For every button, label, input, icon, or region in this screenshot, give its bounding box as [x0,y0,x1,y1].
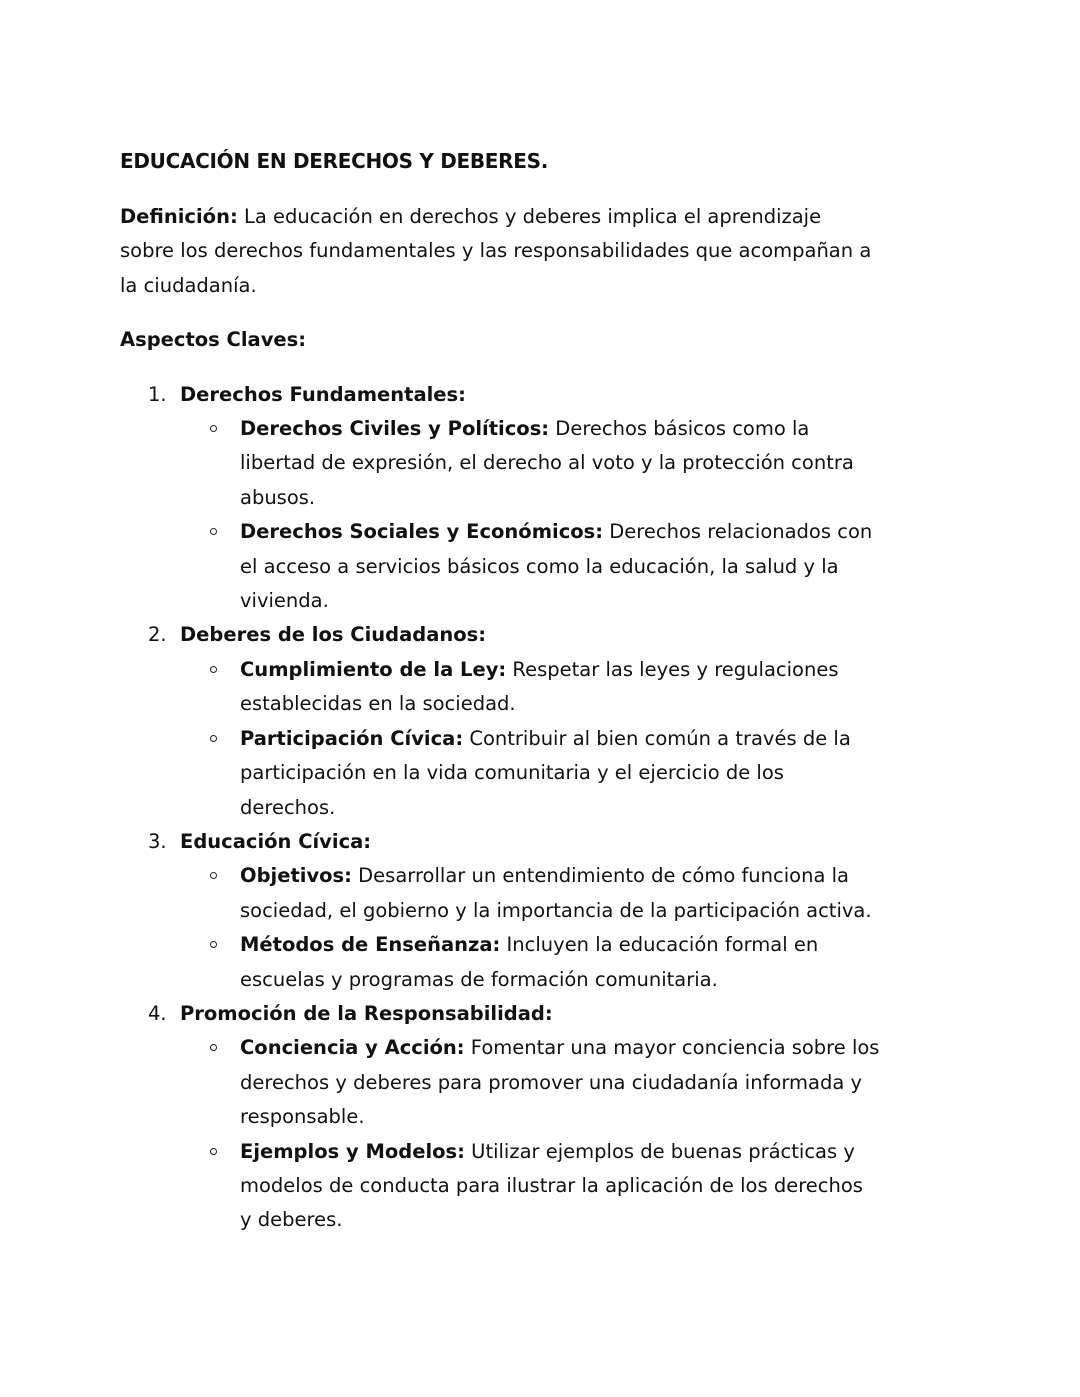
subitem [180,722,880,825]
subitem [180,1031,880,1134]
section-number: 4. [148,1001,167,1025]
subitem [180,515,880,618]
subitem-text: Respetar las leyes y regulaciones establecidas en la sociedad. [240,657,839,716]
document-page [120,146,880,1238]
section-item [120,618,880,824]
definition-label: Definición: [120,205,238,228]
section-item [120,825,880,997]
aspects-list [120,378,880,1238]
section-number: 2. [148,623,167,647]
subitem-text: Contribuir al bien común a través de la participación en la vida comunitaria y el ejercicio de los derechos. [240,726,851,819]
subitem-text: Derechos relacionados con el acceso a servicios básicos como la educación, la salud y la vivienda. [240,520,873,613]
subitem-text: Derechos básicos como la libertad de expresión, el derecho al voto y la protección contra abusos. [240,417,854,509]
hollow-bullet-icon [210,425,217,432]
subitem-list [180,859,880,997]
subitem [180,653,880,722]
section-label: Derechos Fundamentales: [180,382,466,406]
section-number: 1. [148,382,167,406]
subitem-text: Fomentar una mayor conciencia sobre los derechos y deberes para promover una ciudadanía informada y responsable. [240,1036,880,1129]
hollow-bullet-icon [210,941,217,948]
subitem-label: Derechos Sociales y Económicos: [240,520,604,544]
subitem-text: Incluyen la educación formal en escuelas y programas de formación comunitaria. [240,933,819,991]
subitem-text: Utilizar ejemplos de buenas prácticas y modelos de conducta para ilustrar la aplicación de los derechos y deberes. [240,1139,863,1232]
subitem-label: Cumplimiento de la Ley: [240,657,507,681]
subitem-list [180,1031,880,1237]
subitem-label: Ejemplos y Modelos: [240,1139,465,1163]
hollow-bullet-icon [210,1148,217,1155]
document-title: EDUCACIÓN EN DERECHOS Y DEBERES. [120,149,549,173]
section-item [120,378,880,619]
subitem [180,859,880,928]
section-label: Promoción de la Responsabilidad: [180,1001,553,1025]
section-number: 3. [148,829,167,853]
hollow-bullet-icon [210,1044,217,1051]
subitem-label: Conciencia y Acción: [240,1036,465,1060]
subitem-label: Objetivos: [240,864,352,888]
section-item [120,997,880,1238]
subitem [180,1135,880,1238]
subitem-label: Derechos Civiles y Políticos: [240,417,550,441]
subitem [180,412,880,515]
hollow-bullet-icon [210,872,217,879]
definition-paragraph [120,200,880,303]
hollow-bullet-icon [210,666,217,673]
hollow-bullet-icon [210,735,217,742]
aspects-heading: Aspectos Claves: [120,328,307,352]
subitem-text: Desarrollar un entendimiento de cómo funciona la sociedad, el gobierno y la importancia de la participación activa. [240,864,872,922]
subitem-label: Métodos de Enseñanza: [240,933,501,957]
section-label: Educación Cívica: [180,829,372,853]
subitem-label: Participación Cívica: [240,726,464,750]
section-label: Deberes de los Ciudadanos: [180,623,487,647]
subitem-list [180,412,880,618]
definition-text: La educación en derechos y deberes implica el aprendizaje sobre los derechos fundamentales y las responsabilidades que acompañan a la ciudadanía. [120,205,872,297]
subitem [180,928,880,997]
hollow-bullet-icon [210,528,217,535]
subitem-list [180,653,880,825]
